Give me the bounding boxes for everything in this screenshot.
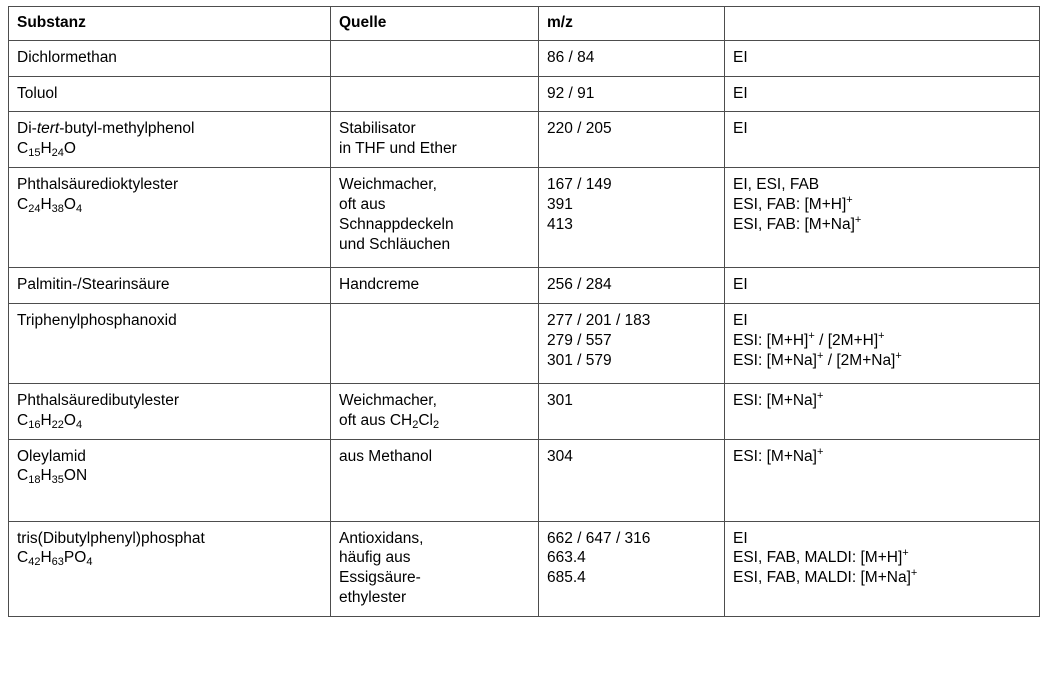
substanz-line: C16H22O4 <box>17 411 83 431</box>
cell-quelle <box>331 112 539 168</box>
cell-ionisation <box>725 521 1040 616</box>
substanz-line: Palmitin-/Stearinsäure <box>17 276 170 294</box>
cell-quelle <box>331 168 539 268</box>
ionisation-line: EI <box>733 84 748 102</box>
table-row <box>9 168 1040 268</box>
cell-quelle <box>331 268 539 304</box>
cell-mz <box>539 168 725 268</box>
mz-line: 413 <box>547 215 573 233</box>
table-row <box>9 383 1040 439</box>
substanz-line: Dichlormethan <box>17 48 117 66</box>
quelle-line: Schnappdeckeln <box>339 215 454 233</box>
mz-line: 301 / 579 <box>547 351 612 369</box>
table-row <box>9 268 1040 304</box>
table-row <box>9 521 1040 616</box>
substanz-line: C24H38O4 <box>17 195 83 215</box>
mz-line: 220 / 205 <box>547 120 612 138</box>
cell-substanz <box>9 439 331 521</box>
cell-substanz <box>9 76 331 112</box>
column-header-substanz: Substanz <box>9 7 331 41</box>
column-header-mz: m/z <box>539 7 725 41</box>
ionisation-line: ESI, FAB, MALDI: [M+Na]+ <box>733 567 918 587</box>
quelle-line: Weichmacher, <box>339 176 437 194</box>
quelle-line: in THF und Ether <box>339 140 457 158</box>
mz-line: 86 / 84 <box>547 48 595 66</box>
cell-mz <box>539 112 725 168</box>
quelle-line: aus Methanol <box>339 447 433 465</box>
mz-line: 663.4 <box>547 549 586 567</box>
cell-quelle <box>331 383 539 439</box>
ionisation-line: ESI: [M+Na]+ <box>733 389 824 409</box>
ionisation-line: EI <box>733 120 748 138</box>
cell-substanz <box>9 112 331 168</box>
mz-line: 277 / 201 / 183 <box>547 311 651 329</box>
cell-ionisation <box>725 40 1040 76</box>
quelle-line: oft aus CH2Cl2 <box>339 411 440 431</box>
quelle-line: häufig aus <box>339 549 411 567</box>
cell-substanz <box>9 40 331 76</box>
substanz-line: tris(Dibutylphenyl)phosphat <box>17 529 205 547</box>
substanz-line: Toluol <box>17 84 58 102</box>
cell-mz <box>539 383 725 439</box>
mz-line: 92 / 91 <box>547 84 595 102</box>
cell-mz <box>539 303 725 383</box>
table-row <box>9 112 1040 168</box>
ionisation-line: EI <box>733 276 748 294</box>
mz-line: 167 / 149 <box>547 176 612 194</box>
ionisation-line: EI <box>733 48 748 66</box>
table-row <box>9 76 1040 112</box>
cell-substanz <box>9 521 331 616</box>
quelle-line: Handcreme <box>339 276 420 294</box>
substanz-line: C18H35ON <box>17 467 88 487</box>
cell-ionisation <box>725 383 1040 439</box>
substanz-line: C15H24O <box>17 140 76 160</box>
quelle-line: und Schläuchen <box>339 235 451 253</box>
cell-mz <box>539 268 725 304</box>
cell-ionisation <box>725 439 1040 521</box>
table-header <box>9 7 1040 41</box>
mz-line: 279 / 557 <box>547 331 612 349</box>
ionisation-line: ESI: [M+H]+ / [2M+H]+ <box>733 329 885 349</box>
cell-ionisation <box>725 303 1040 383</box>
quelle-line: Antioxidans, <box>339 529 424 547</box>
mz-line: 256 / 284 <box>547 276 612 294</box>
mz-line: 301 <box>547 391 573 409</box>
cell-substanz <box>9 168 331 268</box>
ionisation-line: ESI, FAB: [M+H]+ <box>733 193 853 213</box>
table-row <box>9 439 1040 521</box>
mz-line: 391 <box>547 195 573 213</box>
column-header-ionisation <box>725 7 1040 41</box>
table-body <box>9 40 1040 616</box>
ionisation-line: ESI, FAB, MALDI: [M+H]+ <box>733 547 909 567</box>
substanz-line: Di-tert-butyl-methylphenol <box>17 120 195 138</box>
ionisation-line: EI <box>733 529 748 547</box>
mz-line: 685.4 <box>547 569 586 587</box>
cell-substanz <box>9 303 331 383</box>
mz-line: 304 <box>547 447 573 465</box>
mz-line: 662 / 647 / 316 <box>547 529 651 547</box>
ionisation-line: ESI: [M+Na]+ <box>733 445 824 465</box>
quelle-line: Essigsäure- <box>339 569 421 587</box>
cell-mz <box>539 40 725 76</box>
ionisation-line: EI <box>733 311 748 329</box>
cell-substanz <box>9 268 331 304</box>
cell-substanz <box>9 383 331 439</box>
cell-mz <box>539 521 725 616</box>
table-row <box>9 40 1040 76</box>
quelle-line: oft aus <box>339 195 386 213</box>
cell-quelle <box>331 521 539 616</box>
ionisation-line: ESI: [M+Na]+ / [2M+Na]+ <box>733 349 902 369</box>
substanz-line: Triphenylphosphanoxid <box>17 311 177 329</box>
substance-table <box>8 6 1040 617</box>
cell-mz <box>539 439 725 521</box>
cell-quelle <box>331 303 539 383</box>
cell-ionisation <box>725 168 1040 268</box>
cell-ionisation <box>725 268 1040 304</box>
quelle-line: Stabilisator <box>339 120 416 138</box>
table-row <box>9 303 1040 383</box>
substanz-line: Phthalsäuredibutylester <box>17 391 179 409</box>
substanz-line: Oleylamid <box>17 447 86 465</box>
column-header-quelle: Quelle <box>331 7 539 41</box>
ionisation-line: ESI, FAB: [M+Na]+ <box>733 213 862 233</box>
quelle-line: Weichmacher, <box>339 391 437 409</box>
substanz-line: C42H63PO4 <box>17 549 93 569</box>
table-header-row <box>9 7 1040 41</box>
cell-ionisation <box>725 112 1040 168</box>
cell-ionisation <box>725 76 1040 112</box>
cell-quelle <box>331 76 539 112</box>
cell-mz <box>539 76 725 112</box>
cell-quelle <box>331 40 539 76</box>
substanz-line: Phthalsäuredioktylester <box>17 176 179 194</box>
cell-quelle <box>331 439 539 521</box>
ionisation-line: EI, ESI, FAB <box>733 176 820 194</box>
quelle-line: ethylester <box>339 589 407 607</box>
